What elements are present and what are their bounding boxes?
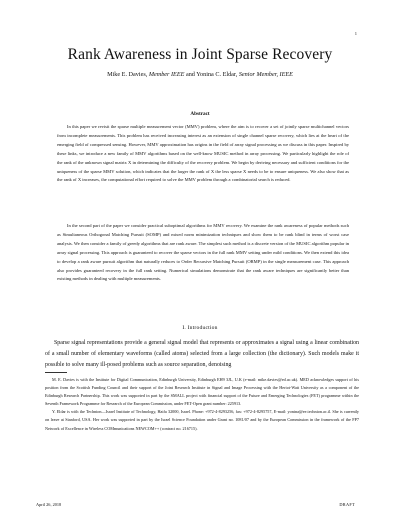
author-role: Senior Member, IEEE [238, 71, 293, 78]
footer-date: April 26, 2018 [36, 502, 62, 507]
footnote-divider [45, 372, 67, 373]
footnotes [45, 376, 359, 433]
author-name: and Yonina C. Eldar, [185, 71, 238, 78]
footnote: M. E. Davies is with the Institute for Digital Communication, Edinburgh University, Edinburgh EH9 3JL, U.K (e-mail: mike.davies@ed.ac.uk). MED acknowledges support of his position from the Scottish Funding Council and their support of the Joint Research Institute in Signal and Image Processing with the Heriot-Watt University as a component of the Edinburgh Research Partnership. This work was supported in part by the SMALL project with financial support of the Future and Emerging Technologies (FET) programme within the Seventh Framework Programme for Research of the European Commission, under FET-Open grant number: 225913. [45, 377, 359, 407]
page-number: 1 [354, 31, 357, 36]
abstract-heading: Abstract [190, 111, 210, 117]
abstract-text: In the second part of the paper we consider practical suboptimal algorithms for MMV recovery. We examine the rank awareness of popular methods such as Simultaneous Orthogonal Matching Pursuit (SOMP) and mixed norm minimization techniques and show them to be rank blind in terms of worst case analysis. We then consider a family of greedy algorithms that are rank aware. The simplest such method is a discrete version of the MUSIC algorithm popular in array signal processing. This approach is guaranteed to recover the sparse vectors in the full rank MMV setting under mild conditions. We then extend this idea to develop a rank aware pursuit algorithm that naturally reduces to Order Recursive Matching Pursuit (ORMP) in the single measurement case. This approach also provides guaranteed recovery in the full rank setting. Numerical simulations demonstrate that the rank aware techniques are significantly better than existing methods in dealing with multiple measurements. [57, 223, 349, 282]
author-name: Mike E. Davies, [107, 71, 148, 78]
body-paragraph [45, 338, 359, 370]
footer-draft-label: DRAFT [339, 502, 355, 507]
author-line [0, 71, 400, 78]
paper-title: Rank Awareness in Joint Sparse Recovery [67, 46, 333, 63]
abstract-text: In this paper we revisit the sparse multiple measurement vector (MMV) problem, where the aim is to recover a set of jointly sparse multichannel vectors from incomplete measurements. This problem has received increasing interest as an extension of single channel sparse recovery, which lies at the heart of the emerging field of compressed sensing. However, MMV approximation has origins in the field of array signal processing as we discuss in this paper. Inspired by these links, we introduce a new family of MMV algorithms based on the well-know MUSIC method in array processing. We particularly highlight the role of the rank of the unknown signal matrix X in determining the difficulty of the recovery problem. We begin by deriving necessary and sufficient conditions for the uniqueness of the sparse MMV solution, which indicates that the larger the rank of X the less sparse X needs to be to ensure uniqueness. We also show that as the rank of X increases, the computational effort required to solve the MMV problem through a combinatorial search is reduced. [57, 124, 349, 183]
abstract-paragraph [57, 123, 349, 185]
body-text: Sparse signal representations provide a general signal model that represents or approximates a signal using a linear combination of a small number of elementary waveforms (called atoms) selected from a large collection (the dictionary). Such models make it possible to solve many ill-posed problems such as source separation, denoising [45, 340, 359, 368]
abstract-paragraph [57, 222, 349, 284]
footnote: Y. Eldar is with the Technion—Israel Institute of Technology, Haifa 32000, Israel. Phone: +972-4-8293256, fax: +972-4-8295757, E-mail: yonina@ee.technion.ac.il. She is currently on leave at Stanford, USA. Her work was supported in part by the Israel Science Foundation under Grant no. 1081/07 and by the European Commission in the framework of the FP7 Network of Excellence in Wireless COMmunications NEWCOM++ (contract no. 216715). [45, 409, 359, 431]
section-heading: I. Introduction [182, 325, 218, 331]
author-role: Member IEEE [148, 71, 185, 78]
